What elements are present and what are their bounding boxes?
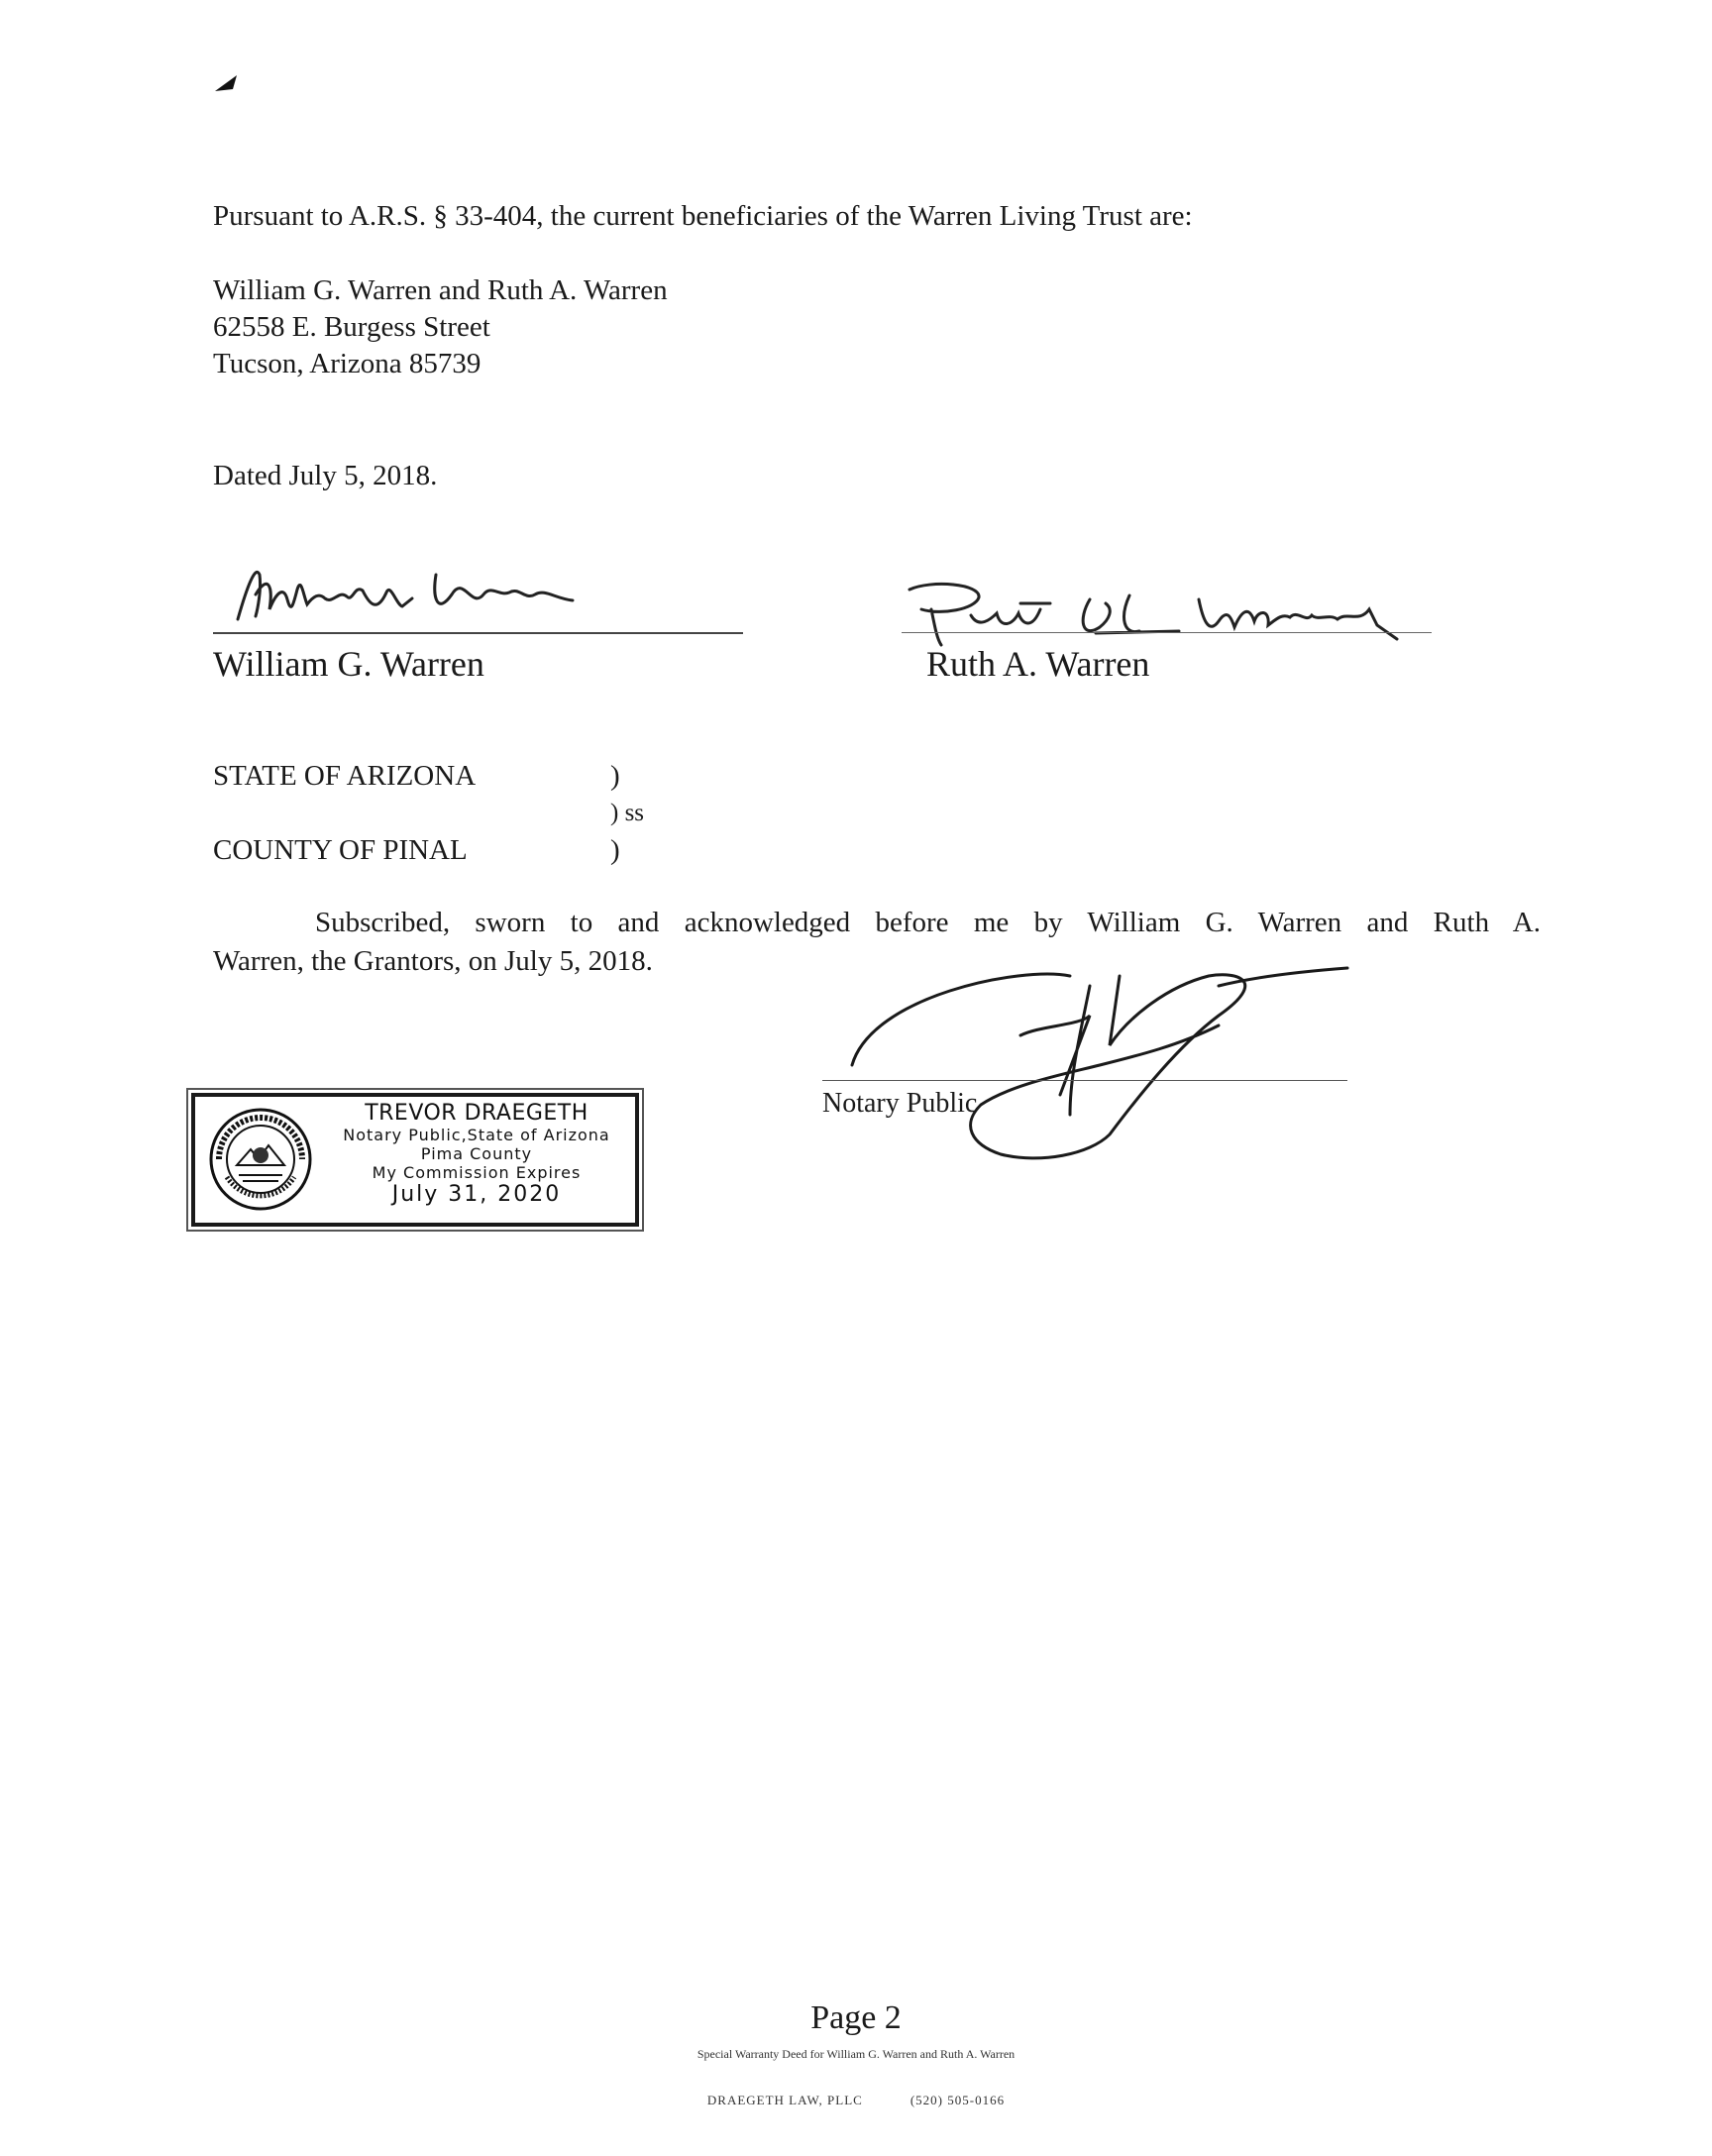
stamp-line-2: Pima County	[420, 1144, 533, 1163]
notary-signature-line	[822, 1080, 1347, 1081]
page-number: Page 2	[810, 1999, 902, 2036]
notary-signature-scribble	[842, 956, 1357, 1184]
beneficiary-street: 62558 E. Burgess Street	[213, 311, 490, 343]
acknowledgment-line-2: Warren, the Grantors, on July 5, 2018.	[213, 945, 653, 977]
venue-county: COUNTY OF PINAL	[213, 834, 468, 866]
dated-line: Dated July 5, 2018.	[213, 460, 438, 491]
ruth-signer-name: Ruth A. Warren	[926, 644, 1150, 684]
acknowledgment-line-1: Subscribed, sworn to and acknowledged before me by William G. Warren and Ruth A.	[315, 907, 1541, 938]
stamp-text	[320, 1101, 633, 1207]
venue-state: STATE OF ARIZONA	[213, 760, 477, 792]
stamp-notary-name: TREVOR DRAEGETH	[365, 1101, 588, 1126]
state-seal-icon	[207, 1106, 314, 1213]
footer-firm-line	[0, 2093, 1712, 2108]
william-signer-name: William G. Warren	[213, 644, 484, 684]
ruth-signature-line	[902, 632, 1432, 633]
stamp-expiry-date: July 31, 2020	[391, 1182, 562, 1207]
footer-phone: (520) 505-0166	[910, 2093, 1006, 2107]
beneficiary-names: William G. Warren and Ruth A. Warren	[213, 274, 668, 306]
william-signature-scribble	[228, 555, 614, 634]
beneficiaries-intro: Pursuant to A.R.S. § 33-404, the current beneficiaries of the Warren Living Trust are:	[213, 200, 1193, 232]
notary-public-label: Notary Public	[822, 1088, 978, 1119]
scan-artifact-mark	[213, 71, 243, 95]
venue-paren-1: )	[610, 760, 620, 792]
notary-stamp	[191, 1093, 639, 1227]
stamp-line-1: Notary Public,State of Arizona	[343, 1126, 610, 1144]
stamp-line-3: My Commission Expires	[372, 1163, 582, 1182]
william-signature-line	[213, 632, 743, 634]
footer-subtitle: Special Warranty Deed for William G. Warren and Ruth A. Warren	[696, 2047, 1016, 2061]
venue-paren-2: )	[610, 834, 620, 866]
beneficiary-city: Tucson, Arizona 85739	[213, 348, 482, 379]
beneficiary-address-block	[213, 272, 668, 382]
footer-firm-name: DRAEGETH LAW, PLLC	[706, 2093, 863, 2107]
venue-ss: ) ss	[610, 800, 645, 826]
